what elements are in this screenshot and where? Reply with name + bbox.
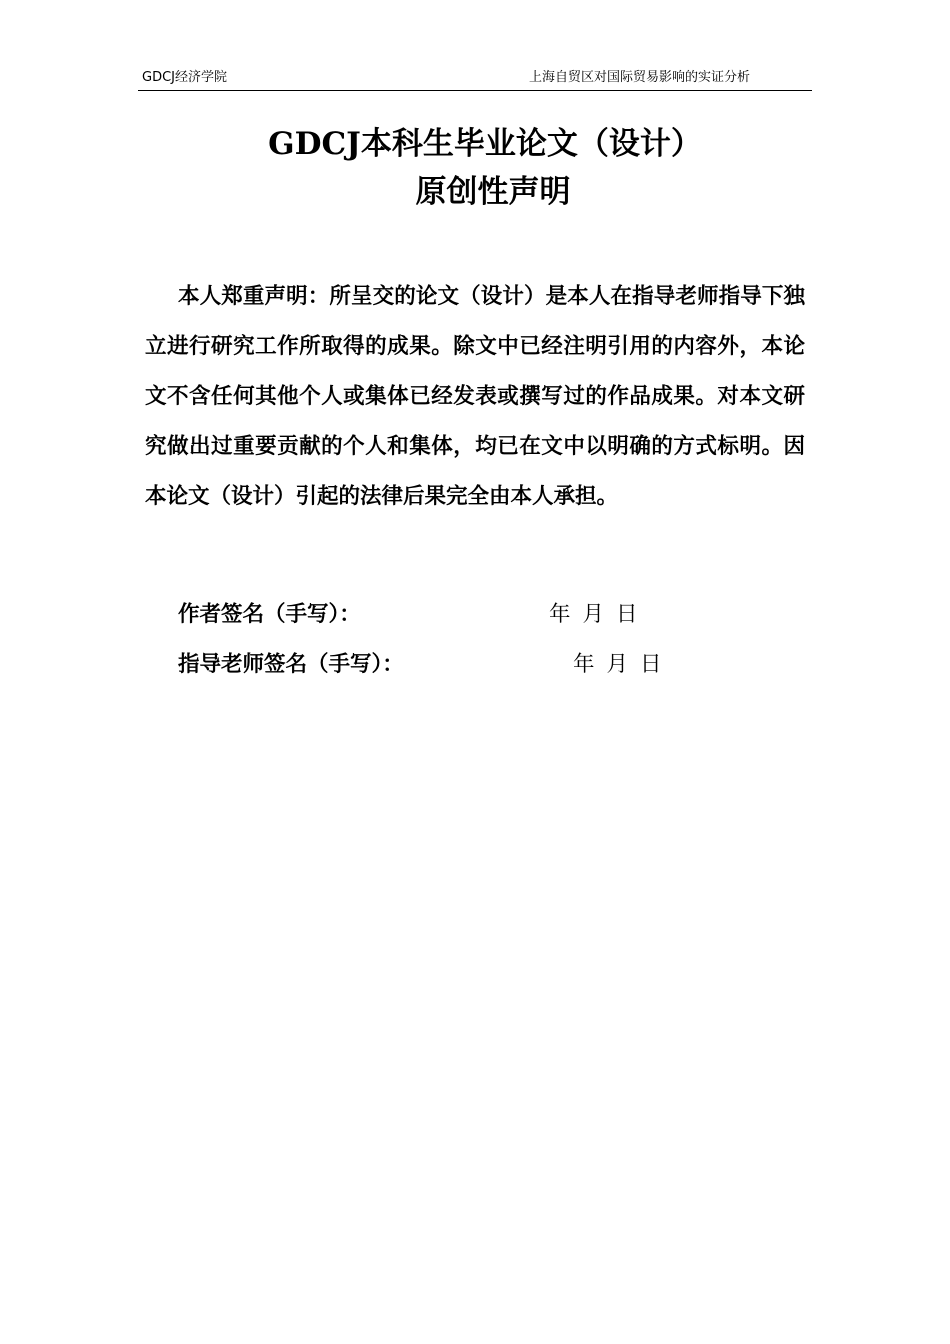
header-school-name: GDCJ经济学院 [142, 70, 227, 85]
advisor-signature-label: 指导老师签名（手写）： [178, 652, 404, 677]
advisor-date-month: 月 [606, 652, 629, 677]
author-signature-label: 作者签名（手写）： [178, 602, 361, 627]
document-title: GDCJ本科生毕业论文（设计） [268, 126, 702, 162]
header-thesis-title: 上海自贸区对国际贸易影响的实证分析 [528, 70, 750, 85]
declaration-body [145, 272, 805, 522]
advisor-date-year: 年 [573, 652, 595, 677]
author-signature-field[interactable] [383, 600, 543, 630]
advisor-date-day: 日 [640, 652, 662, 677]
document-subtitle: 原创性声明 [415, 174, 571, 210]
advisor-signature-field[interactable] [433, 650, 568, 680]
author-date-month: 月 [582, 602, 605, 627]
declaration-paragraph: 本人郑重声明：所呈交的论文（设计）是本人在指导老师指导下独立进行研究工作所取得的成果。除文中已经注明引用的内容外，本论文不含任何其他个人或集体已经发表或撰写过的作品成果。对本文研究做出过重要贡献的个人和集体，均已在文中以明确的方式标明。因本论文（设计）引起的法律后果完全由本人承担。 [145, 284, 805, 509]
author-signature-date [549, 600, 650, 630]
author-date-day: 日 [616, 602, 638, 627]
author-date-year: 年 [549, 602, 571, 627]
page-header [138, 68, 812, 91]
advisor-signature-date [573, 650, 674, 680]
